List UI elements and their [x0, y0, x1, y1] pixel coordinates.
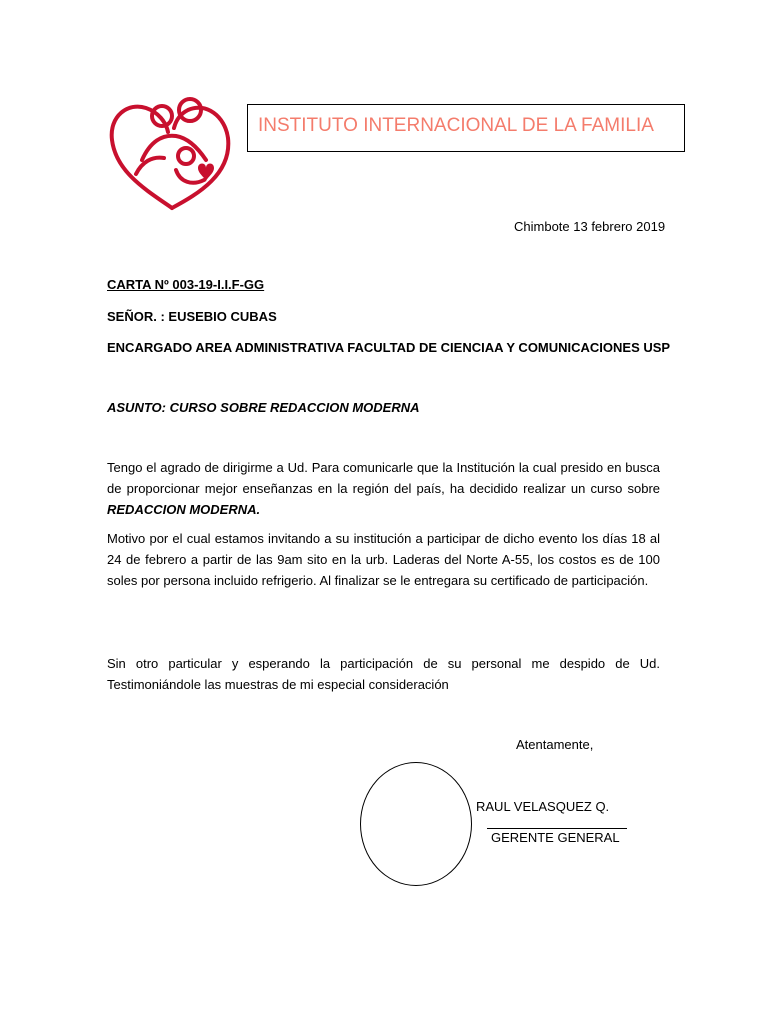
signer-name: RAUL VELASQUEZ Q.	[476, 799, 610, 814]
seal-circle	[360, 762, 472, 886]
letter-reference: CARTA Nº 003-19-I.I.F-GG	[107, 277, 265, 292]
paragraph-intro-text: Tengo el agrado de dirigirme a Ud. Para comunicarle que la Institución la cual presido en busca de proporcionar mejor enseñanzas en la región del país, ha decidido realizar un curso sobre	[107, 460, 660, 496]
subject-line: ASUNTO: CURSO SOBRE REDACCION MODERNA	[107, 400, 420, 415]
paragraph-intro	[107, 457, 660, 520]
institution-title-box	[247, 104, 685, 152]
paragraph-closing: Sin otro particular y esperando la participación de su personal me despido de Ud. Testimoniándole las muestras de mi especial consideración	[107, 656, 660, 692]
course-name-emphasis: REDACCION MODERNA.	[107, 502, 261, 517]
paragraph-invitation: Motivo por el cual estamos invitando a su institución a participar de dicho evento los días 18 al 24 de febrero a partir de las 9am sito en la urb. Laderas del Norte A-55, los costos es de 100 soles por persona incluido refrigerio. Al finalizar se le entregara su certificado de participación.	[107, 531, 660, 588]
family-heart-logo	[106, 90, 238, 218]
recipient-name: SEÑOR. : EUSEBIO CUBAS	[107, 309, 277, 324]
recipient-position: ENCARGADO AREA ADMINISTRATIVA FACULTAD DE CIENCIAA Y COMUNICACIONES USP	[107, 340, 671, 355]
family-heart-logo-icon	[106, 90, 238, 218]
closing-salutation: Atentamente,	[516, 737, 594, 752]
place-date: Chimbote 13 febrero 2019	[514, 219, 666, 234]
institution-title: INSTITUTO INTERNACIONAL DE LA FAMILIA	[258, 115, 654, 136]
signer-title: GERENTE GENERAL	[491, 830, 620, 845]
